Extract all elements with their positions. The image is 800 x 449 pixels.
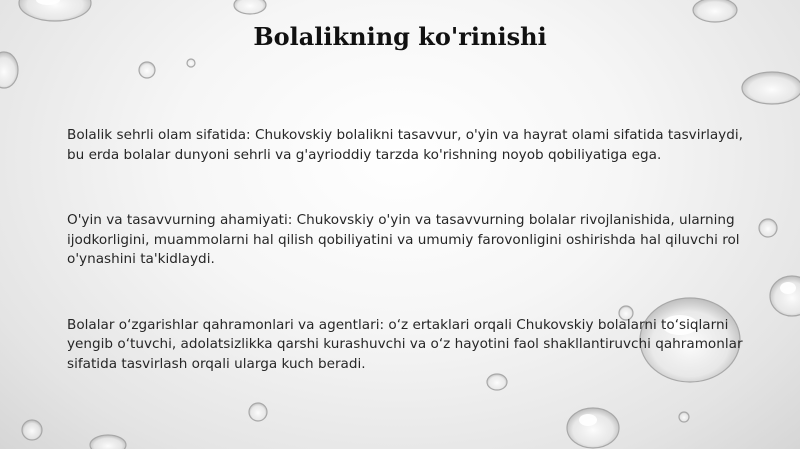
water-drop	[759, 219, 777, 237]
water-drop	[90, 435, 126, 449]
water-drop	[139, 62, 155, 78]
paragraph-play-imagination: O'yin va tasavvurning ahamiyati: Chukovskiy o'yin va tasavvurning bolalar rivojlanishida, ularning ijodkorligini, muammolarni hal qilish qobiliyatini va umumiy farovonligini oshirishda hal qiluvchi rol o'ynashini ta'kidlaydi.	[67, 212, 740, 267]
water-drop	[693, 0, 737, 22]
water-drop	[234, 0, 266, 14]
water-drop	[770, 276, 800, 316]
slide-body	[67, 126, 757, 420]
water-drop	[742, 72, 800, 104]
water-drop	[0, 52, 18, 88]
paragraph-children-heroes: Bolalar o‘zgarishlar qahramonlari va agentlari: o‘z ertaklari orqali Chukovskiy bolalarni to‘siqlarni yengib o‘tuvchi, adolatsizlikka qarshi kurashuvchi va o‘z hayotini faol shakllantiruvchi qahramonlar sifatida tasvirlash orqali ularga kuch beradi.	[67, 316, 743, 372]
water-drop	[187, 59, 195, 67]
water-drop	[22, 420, 42, 440]
slide-title: Bolalikning ko'rinishi	[253, 22, 547, 51]
paragraph-childhood-magic: Bolalik sehrli olam sifatida: Chukovskiy bolalikni tasavvur, o'yin va hayrat olami sifatida tasvirlaydi, bu erda bolalar dunyoni sehrli va g'ayrioddiy tarzda ko'rishning noyob qobiliyatiga ega.	[67, 127, 743, 163]
